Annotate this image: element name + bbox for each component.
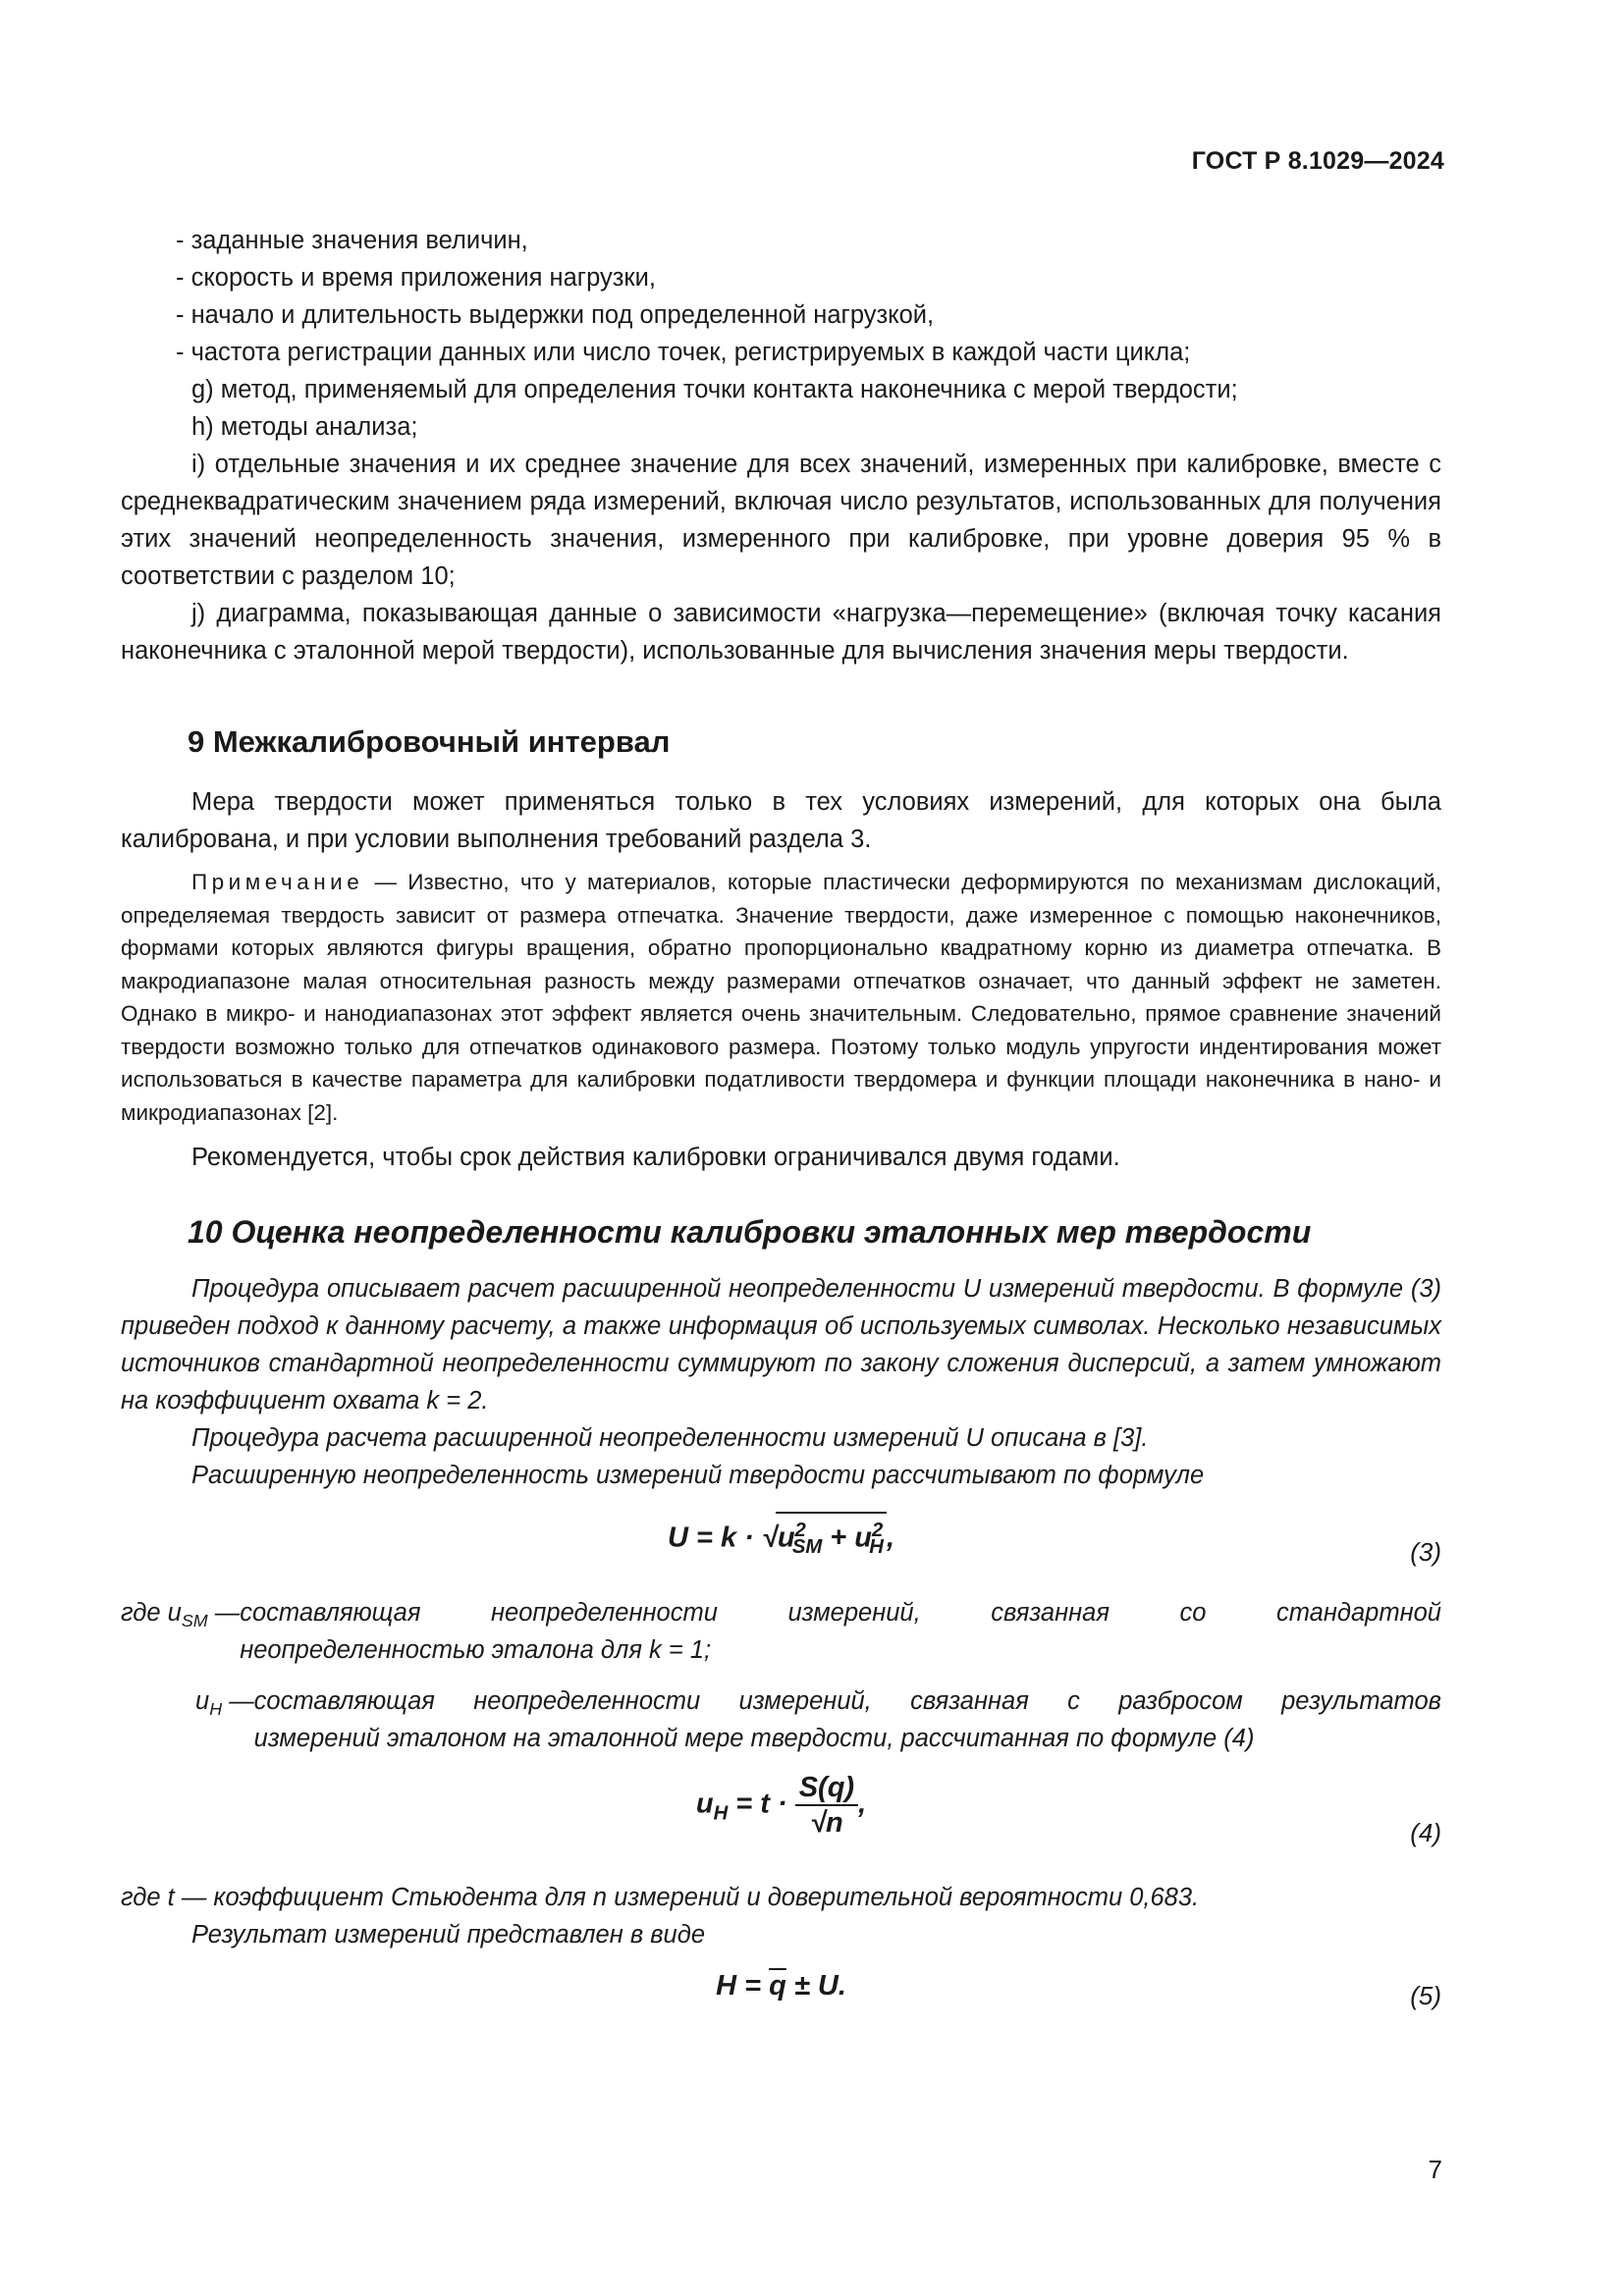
section-10-heading: 10 Оценка неопределенности калибровки эталонных мер твердости <box>188 1214 1312 1250</box>
section-10-paragraph: Результат измерений представлен в виде <box>191 1921 705 1949</box>
symbol-label: где $u_{SM}$ — <box>121 1599 241 1631</box>
symbol-definition-t: где t — коэффициент Стьюдента для n измерений и доверительной вероятности 0,683. <box>121 1884 1200 1911</box>
list-item: g) метод, применяемый для определения точки контакта наконечника с мерой твердости; <box>191 376 1238 403</box>
section-10-paragraph: Процедура расчета расширенной неопределенности измерений U описана в [3]. <box>191 1424 1149 1452</box>
list-item: - скорость и время приложения нагрузки, <box>176 264 656 292</box>
page-number: 7 <box>1428 2155 1442 2184</box>
formula-3-number: (3) <box>1410 1537 1441 1567</box>
list-item: j) диаграмма, показывающая данные о зависимости «нагрузка—перемещение» (включая точку касания наконечника с эталонной мерой твердости), использованные для вычисления значения меры твердости. <box>121 600 1441 665</box>
note-paragraph <box>121 866 1441 1129</box>
symbol-text: составляющая неопределенности измерений, связанная со стандартной неопределенностью эталона для k = 1; <box>240 1599 1441 1664</box>
formula-4-number: (4) <box>1410 1818 1441 1847</box>
formula-5-expression: $H = \overline{q} \pm U$. <box>716 1970 846 2002</box>
note-label: Примечание <box>191 870 364 894</box>
formula-3 <box>121 1504 1441 1584</box>
section-10-paragraph: Процедура описывает расчет расширенной неопределенности U измерений твердости. В формуле (3) приведен подход к данному расчету, а также информация об используемых символах. Несколько независимых источников стандартной неопределенности суммируют по закону сложения дисперсий, а затем умножают на коэффициент охвата k = 2. <box>121 1275 1441 1415</box>
formula-5 <box>121 1963 1441 2024</box>
list-item: - начало и длительность выдержки под определенной нагрузкой, <box>176 301 935 329</box>
formula-3-expression: $U = k \cdot √u^2_{SM} + u^2_H$ , <box>121 1512 1441 1564</box>
symbol-definition-usm <box>121 1594 1441 1669</box>
symbol-label: $u_H$ — <box>195 1687 254 1720</box>
list-item: - заданные значения величин, <box>176 227 528 254</box>
page-content <box>121 222 1441 2034</box>
section-9-recommendation: Рекомендуется, чтобы срок действия калибровки ограничивался двумя годами. <box>191 1144 1120 1171</box>
symbol-definition-uh <box>121 1682 1441 1757</box>
section-9-heading: 9 Межкалибровочный интервал <box>188 724 671 759</box>
list-item: - частота регистрации данных или число точек, регистрируемых в каждой части цикла; <box>176 339 1191 366</box>
note-text: — Известно, что у материалов, которые пластически деформируются по механизмам дислокаций, определяемая твердость зависит от размера отпечатка. Значение твердости, даже измеренное с помощью наконечников, формами которых являются фигуры вращения, обратно пропорционально квадратному корню из диаметра отпечатка. В макродиапазоне малая относительная разность между размерами отпечатков означает, что данный эффект не заметен. Однако в микро- и нанодиапазонах этот эффект является очень значительным. Следовательно, прямое сравнение значений твердости возможно только для отпечатков одинакового размера. Поэтому только модуль упругости индентирования может использоваться в качестве параметра для калибровки податливости твердомера и функции площади наконечника в нано- и микродиапазонах [2]. <box>121 870 1441 1125</box>
section-9-paragraph: Мера твердости может применяться только в тех условиях измерений, для которых она была калибрована, и при условии выполнения требований раздела 3. <box>121 788 1441 853</box>
list-item: i) отдельные значения и их среднее значение для всех значений, измеренных при калибровке, вместе с среднеквадратическим значением ряда измерений, включая число результатов, использованных для получения этих значений неопределенность значения, измеренного при калибровке, при уровне доверия 95 % в соответствии с разделом 10; <box>121 451 1441 590</box>
list-item: h) методы анализа; <box>191 413 418 441</box>
document-id-header: ГОСТ Р 8.1029—2024 <box>1191 147 1444 175</box>
formula-4 <box>121 1767 1441 1869</box>
formula-5-number: (5) <box>1410 1981 1441 2010</box>
section-10-paragraph: Расширенную неопределенность измерений твердости рассчитывают по формуле <box>191 1462 1205 1489</box>
symbol-text: составляющая неопределенности измерений, связанная с разбросом результатов измерений эталоном на эталонной мере твердости, рассчитанная по формуле (4) <box>253 1687 1441 1752</box>
formula-4-expression: $u_H = t$ · $\frac{S(q)}{√n}$ , <box>695 1772 867 1839</box>
